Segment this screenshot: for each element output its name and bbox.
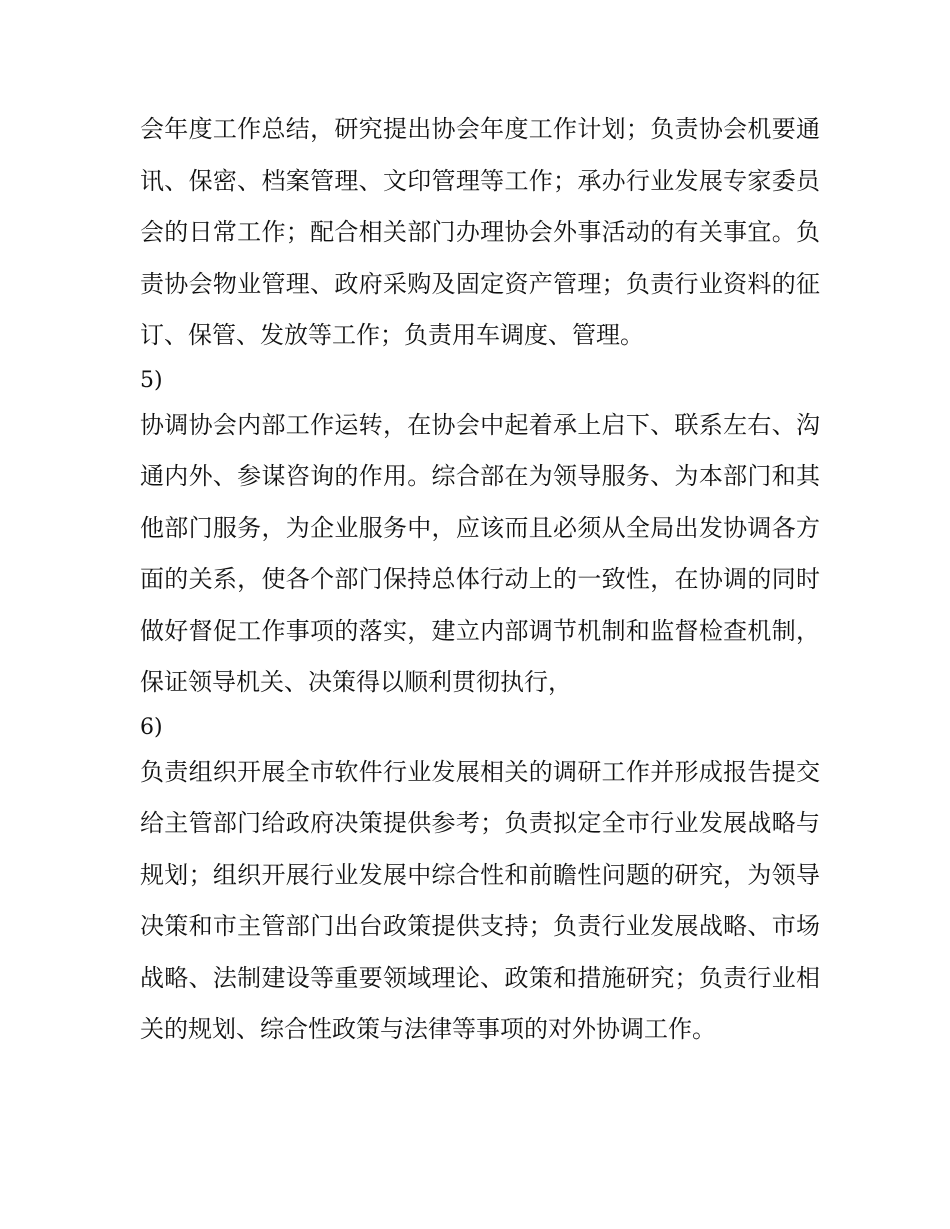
paragraph-section-6: 负责组织开展全市软件行业发展相关的调研工作并形成报告提交给主管部门给政府决策提供参考；负责拟定全市行业发展战略与规划；组织开展行业发展中综合性和前瞻性问题的研究，为领导决策和市主管部门出台政策提供支持；负责行业发展战略、市场战略、法制建设等重要领域理论、政策和措施研究；负责行业相关的规划、综合性政策与法律等事项的对外协调工作。 [140,757,820,1043]
document-body [140,104,820,1056]
section-marker-5: 5) [140,367,163,393]
paragraph-section-5: 协调协会内部工作运转，在协会中起着承上启下、联系左右、沟通内外、参谋咨询的作用。综合部在为领导服务、为本部门和其他部门服务，为企业服务中，应该而且必须从全局出发协调各方面的关系，使各个部门保持总体行动上的一致性，在协调的同时做好督促工作事项的落实，建立内部调节机制和监督检查机制，保证领导机关、决策得以顺利贯彻执行， [140,410,820,696]
paragraph-section-4-continued: 会年度工作总结，研究提出协会年度工作计划；负责协会机要通讯、保密、档案管理、文印管理等工作；承办行业发展专家委员会的日常工作；配合相关部门办理协会外事活动的有关事宜。负责协会物业管理、政府采购及固定资产管理；负责行业资料的征订、保管、发放等工作；负责用车调度、管理。 [140,115,820,349]
section-marker-6: 6) [140,714,163,740]
